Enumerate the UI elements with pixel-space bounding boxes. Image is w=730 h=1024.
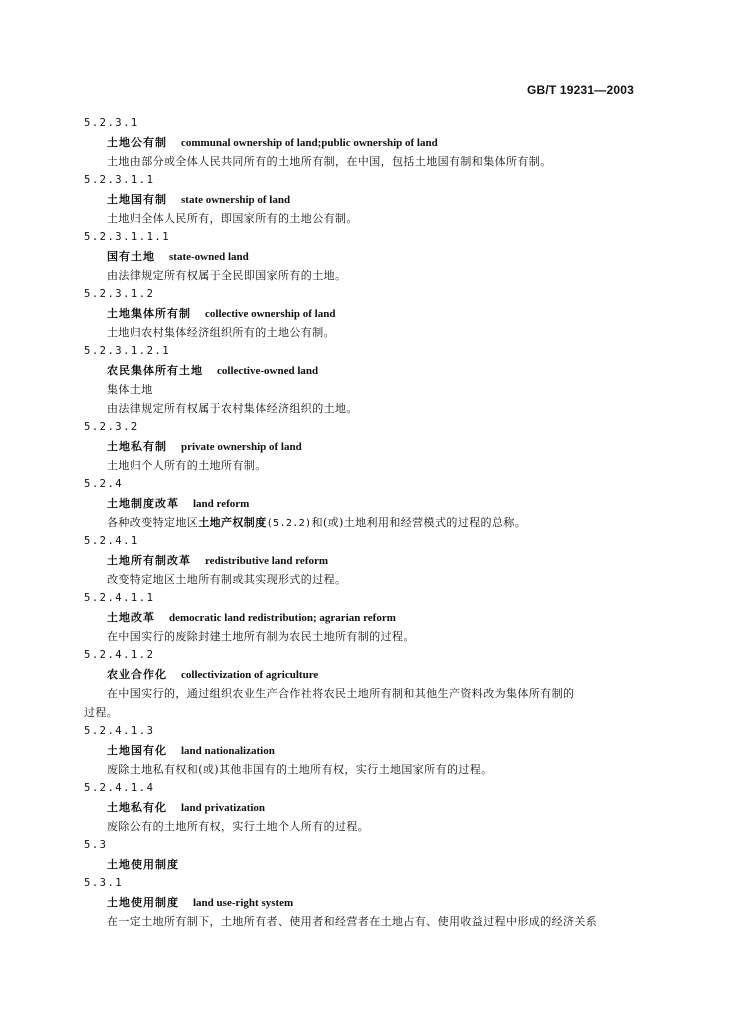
clause-number: 5.2.4.1.1 xyxy=(84,592,155,604)
term-chinese: 土地使用制度 xyxy=(107,896,179,909)
clause-number: 5.2.3.2 xyxy=(84,421,139,433)
term-entry xyxy=(84,874,638,931)
term-english: collectivization of agriculture xyxy=(181,669,319,681)
term-heading xyxy=(84,133,638,152)
term-heading xyxy=(84,437,638,456)
term-english: collective-owned land xyxy=(217,365,319,377)
term-definition: 土地归农村集体经济组织所有的土地公有制。 xyxy=(107,326,335,339)
term-heading xyxy=(84,304,638,323)
term-definition: 土地由部分或全体人民共同所有的土地所有制，在中国，包括土地国有制和集体所有制。 xyxy=(107,155,552,168)
clause-number: 5.2.4.1.3 xyxy=(84,725,155,737)
clause-number: 5.3.1 xyxy=(84,877,124,889)
term-entry xyxy=(84,836,638,874)
term-chinese: 土地私有化 xyxy=(107,801,167,814)
term-english: private ownership of land xyxy=(181,441,302,453)
term-definition: 改变特定地区土地所有制或其实现形式的过程。 xyxy=(107,573,347,586)
term-english: state-owned land xyxy=(169,251,249,263)
term-definition: 在中国实行的，通过组织农业生产合作社将农民土地所有制和其他生产资料改为集体所有制的 xyxy=(107,687,575,700)
clause-number: 5.2.3.1.1.1 xyxy=(84,231,171,243)
term-chinese: 土地制度改革 xyxy=(107,497,179,510)
standard-code: GB/T 19231—2003 xyxy=(526,83,634,97)
term-definition-continued: 过程。 xyxy=(84,706,119,719)
term-entry xyxy=(84,722,638,779)
term-english: state ownership of land xyxy=(181,194,291,206)
term-definition: 废除公有的土地所有权，实行土地个人所有的过程。 xyxy=(107,820,370,833)
cross-reference-number: (5.2.2) xyxy=(266,518,312,529)
term-definition: 在中国实行的废除封建土地所有制为农民土地所有制的过程。 xyxy=(107,630,415,643)
clause-number: 5.2.3.1 xyxy=(84,117,139,129)
term-chinese: 土地集体所有制 xyxy=(107,307,191,320)
term-synonym: 集体土地 xyxy=(107,383,153,396)
clause-number: 5.2.4.1.4 xyxy=(84,782,155,794)
term-definition xyxy=(84,513,638,532)
term-english: collective ownership of land xyxy=(205,308,336,320)
term-chinese: 土地公有制 xyxy=(107,136,167,149)
terms-list xyxy=(84,114,638,931)
term-entry xyxy=(84,779,638,836)
term-heading xyxy=(84,190,638,209)
term-chinese: 土地使用制度 xyxy=(107,858,179,871)
definition-text: 各种改变特定地区 xyxy=(107,516,199,529)
term-english: communal ownership of land;public ownership of land xyxy=(181,137,438,149)
cross-reference-term: 土地产权制度 xyxy=(198,516,267,529)
term-entry xyxy=(84,228,638,285)
term-entry xyxy=(84,589,638,646)
term-heading xyxy=(84,551,638,570)
term-english: land reform xyxy=(193,498,250,510)
term-entry xyxy=(84,285,638,342)
term-entry xyxy=(84,114,638,171)
term-heading xyxy=(84,608,638,627)
term-definition: 土地归全体人民所有，即国家所有的土地公有制。 xyxy=(107,212,358,225)
term-entry xyxy=(84,646,638,722)
term-heading xyxy=(84,893,638,912)
term-chinese: 国有土地 xyxy=(107,250,155,263)
term-definition: 在一定土地所有制下，土地所有者、使用者和经营者在土地占有、使用收益过程中形成的经济关系 xyxy=(107,915,598,928)
clause-number: 5.2.3.1.2 xyxy=(84,288,155,300)
term-english: redistributive land reform xyxy=(205,555,329,567)
term-english: land privatization xyxy=(181,802,266,814)
term-english: land use-right system xyxy=(193,897,294,909)
term-heading xyxy=(84,855,638,874)
term-chinese: 土地国有制 xyxy=(107,193,167,206)
clause-number: 5.2.4 xyxy=(84,478,124,490)
clause-number: 5.2.4.1.2 xyxy=(84,649,155,661)
term-chinese: 土地所有制改革 xyxy=(107,554,191,567)
term-heading xyxy=(84,494,638,513)
term-definition: 土地归个人所有的土地所有制。 xyxy=(107,459,267,472)
clause-number: 5.3 xyxy=(84,839,108,851)
term-chinese: 土地私有制 xyxy=(107,440,167,453)
clause-number: 5.2.3.1.1 xyxy=(84,174,155,186)
term-english: democratic land redistribution; agrarian reform xyxy=(169,612,396,624)
term-entry xyxy=(84,342,638,418)
term-chinese: 土地改革 xyxy=(107,611,155,624)
term-heading xyxy=(84,247,638,266)
term-entry xyxy=(84,532,638,589)
term-definition: 由法律规定所有权属于农村集体经济组织的土地。 xyxy=(107,402,358,415)
term-heading xyxy=(84,798,638,817)
term-heading xyxy=(84,741,638,760)
term-definition: 由法律规定所有权属于全民即国家所有的土地。 xyxy=(107,269,347,282)
term-entry xyxy=(84,475,638,532)
definition-text: 和(或)土地利用和经营模式的过程的总称。 xyxy=(311,516,527,529)
term-heading xyxy=(84,665,638,684)
term-entry xyxy=(84,171,638,228)
term-definition: 废除土地私有权和(或)其他非国有的土地所有权，实行土地国家所有的过程。 xyxy=(107,763,493,776)
term-english: land nationalization xyxy=(181,745,275,757)
term-heading xyxy=(84,361,638,380)
term-entry xyxy=(84,418,638,475)
clause-number: 5.2.4.1 xyxy=(84,535,139,547)
clause-number: 5.2.3.1.2.1 xyxy=(84,345,171,357)
term-chinese: 土地国有化 xyxy=(107,744,167,757)
term-chinese: 农民集体所有土地 xyxy=(107,364,203,377)
term-chinese: 农业合作化 xyxy=(107,668,167,681)
